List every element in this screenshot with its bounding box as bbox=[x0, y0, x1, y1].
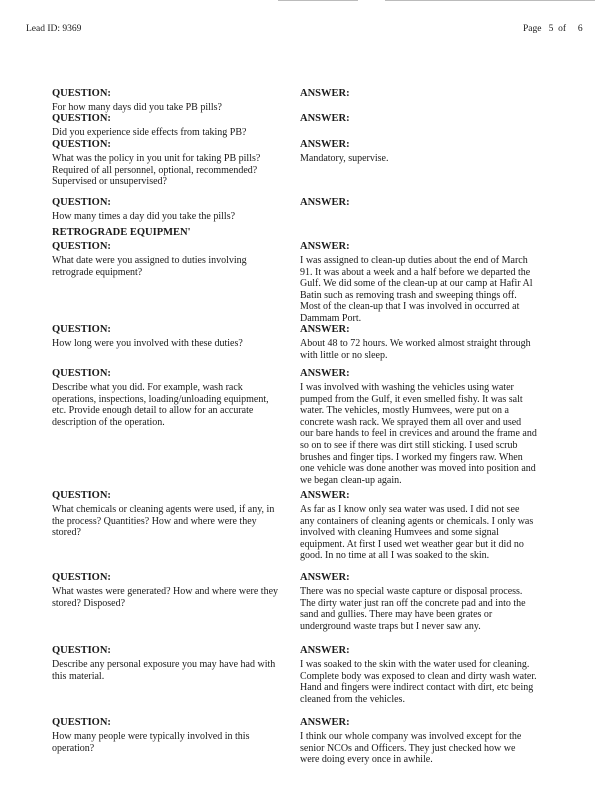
answer-block bbox=[300, 197, 600, 211]
answer-block bbox=[300, 139, 600, 165]
answer-text-line: with little or no sleep. bbox=[300, 349, 388, 361]
answer-text-line: concrete wash rack. We sprayed them all over and used bbox=[300, 416, 522, 428]
question-label: QUESTION: bbox=[52, 113, 111, 124]
question-text-line: What was the policy in you unit for taking PB pills? bbox=[52, 153, 261, 164]
question-text-line: etc. Provide enough detail to allow for an accurate bbox=[52, 405, 254, 417]
answer-text-line: pumped from the Gulf, it even smelled fishy. It was salt bbox=[300, 393, 523, 405]
answer-text-line: sand and gullies. There may have been grates or bbox=[300, 609, 493, 621]
question-text-line: operation? bbox=[52, 742, 95, 754]
question-text-line: What date were you assigned to duties involving bbox=[52, 255, 247, 266]
answer-text-line: our bare hands to feel in crevices and around the frame and bbox=[300, 428, 537, 440]
answer-text-line: 91. It was about a week and a half before we departed the bbox=[300, 266, 531, 278]
page-number: Page 5 of 6 bbox=[523, 24, 583, 34]
answer-label: ANSWER: bbox=[300, 88, 350, 99]
answer-text-line: I think our whole company was involved except for the bbox=[300, 731, 522, 742]
answer-block bbox=[300, 645, 600, 705]
answer-text-line: were doing every once in awhile. bbox=[300, 754, 433, 766]
question-block bbox=[52, 368, 292, 428]
answer-text-line: equipment. At first I used wet weather gear but it did no bbox=[300, 538, 524, 550]
answer-text-line: water. The vehicles, mostly Humvees, were put on a bbox=[300, 405, 509, 417]
answer-text-line: Gulf. We did some of the clean-up at our camp at Hafir Al bbox=[300, 278, 533, 290]
question-label: QUESTION: bbox=[52, 368, 111, 379]
question-label: QUESTION: bbox=[52, 197, 111, 208]
answer-text-line: involved with cleaning Humvees and some signal bbox=[300, 527, 499, 539]
answer-block bbox=[300, 572, 600, 632]
question-block bbox=[52, 645, 292, 682]
question-label: QUESTION: bbox=[52, 139, 111, 150]
answer-text-line: The dirty water just ran off the concrete pad and into the bbox=[300, 597, 526, 609]
question-text-line: stored? Disposed? bbox=[52, 597, 126, 609]
question-text-line: For how many days did you take PB pills? bbox=[52, 102, 222, 113]
answer-text-line: Complete body was exposed to clean and dirty wash water. bbox=[300, 670, 537, 682]
question-text-line: How many people were typically involved in this bbox=[52, 731, 250, 742]
answer-label: ANSWER: bbox=[300, 717, 350, 728]
answer-label: ANSWER: bbox=[300, 572, 350, 583]
question-text-line: stored? bbox=[52, 527, 81, 539]
question-text-line: the process? Quantities? How and where were they bbox=[52, 515, 257, 527]
answer-text-line: Most of the clean-up that I was involved in occurred at bbox=[300, 301, 520, 313]
answer-text-line: There was no special waste capture or disposal process. bbox=[300, 586, 523, 597]
answer-text-line: Batin such as removing trash and sweeping things off. bbox=[300, 289, 517, 301]
question-label: QUESTION: bbox=[52, 324, 111, 335]
question-label: QUESTION: bbox=[52, 572, 111, 583]
answer-label: ANSWER: bbox=[300, 324, 350, 335]
question-block bbox=[52, 490, 292, 539]
answer-block bbox=[300, 368, 600, 486]
question-label: QUESTION: bbox=[52, 88, 111, 99]
question-text-line: Describe any personal exposure you may have had with bbox=[52, 659, 276, 670]
question-text-line: this material. bbox=[52, 670, 105, 682]
question-block bbox=[52, 572, 292, 609]
answer-label: ANSWER: bbox=[300, 139, 350, 150]
answer-text-line: Dammam Port. bbox=[300, 312, 362, 324]
answer-text-line: we began clean-up again. bbox=[300, 474, 402, 486]
answer-label: ANSWER: bbox=[300, 113, 350, 124]
scan-artifact bbox=[385, 0, 595, 1]
question-block bbox=[52, 139, 292, 188]
answer-text-line: one vehicle was done another was moved into position and bbox=[300, 463, 536, 475]
answer-text-line: Hand and fingers were indirect contact with dirt, etc being bbox=[300, 682, 534, 694]
question-label: QUESTION: bbox=[52, 490, 111, 501]
question-block bbox=[52, 113, 292, 139]
answer-label: ANSWER: bbox=[300, 241, 350, 252]
answer-block bbox=[300, 324, 600, 361]
question-text-line: Supervised or unsupervised? bbox=[52, 176, 167, 188]
question-block bbox=[52, 324, 292, 350]
question-block bbox=[52, 717, 292, 754]
answer-text-line: I was soaked to the skin with the water used for cleaning. bbox=[300, 659, 530, 670]
answer-text-line: senior NCOs and Officers. They just checked how we bbox=[300, 742, 516, 754]
question-text-line: Did you experience side effects from taking PB? bbox=[52, 127, 247, 138]
answer-text-line: underground waste traps but I never saw any. bbox=[300, 620, 481, 632]
lead-id: Lead ID: 9369 bbox=[26, 24, 82, 34]
question-label: QUESTION: bbox=[52, 645, 111, 656]
question-label: QUESTION: bbox=[52, 241, 111, 252]
answer-text-line: good. In no time at all I was soaked to the skin. bbox=[300, 550, 490, 562]
answer-block bbox=[300, 88, 600, 102]
answer-label: ANSWER: bbox=[300, 645, 350, 656]
answer-text-line: cleaned from the vehicles. bbox=[300, 693, 405, 705]
answer-block bbox=[300, 113, 600, 127]
question-text-line: How long were you involved with these duties? bbox=[52, 338, 243, 349]
answer-text-line: As far as I know only sea water was used. I did not see bbox=[300, 504, 520, 515]
answer-label: ANSWER: bbox=[300, 368, 350, 379]
question-text-line: Describe what you did. For example, wash rack bbox=[52, 382, 243, 393]
answer-block bbox=[300, 241, 600, 325]
question-text-line: retrograde equipment? bbox=[52, 266, 143, 278]
answer-text-line: I was assigned to clean-up duties about the end of March bbox=[300, 255, 528, 266]
answer-label: ANSWER: bbox=[300, 197, 350, 208]
question-label: QUESTION: bbox=[52, 717, 111, 728]
answer-block bbox=[300, 490, 600, 562]
question-block bbox=[52, 197, 292, 223]
question-text-line: description of the operation. bbox=[52, 416, 165, 428]
question-text-line: operations, inspections, loading/unloading equipment, bbox=[52, 393, 269, 405]
question-block bbox=[52, 241, 292, 278]
answer-text-line: brushes and finger tips. I worked my fingers raw. When bbox=[300, 451, 523, 463]
answer-text-line: so on to see if there was dirt still sticking. I used scrub bbox=[300, 439, 518, 451]
answer-text-line: I was involved with washing the vehicles using water bbox=[300, 382, 514, 393]
section-heading: RETROGRADE EQUIPMEN' bbox=[52, 227, 191, 238]
question-text-line: How many times a day did you take the pills? bbox=[52, 211, 236, 222]
question-block bbox=[52, 88, 292, 114]
scan-artifact bbox=[278, 0, 358, 1]
question-text-line: What chemicals or cleaning agents were used, if any, in bbox=[52, 504, 275, 515]
answer-text-line: any containers of cleaning agents or chemicals. I only was bbox=[300, 515, 534, 527]
question-text-line: Required of all personnel, optional, recommended? bbox=[52, 164, 258, 176]
question-text-line: What wastes were generated? How and where were they bbox=[52, 586, 279, 597]
answer-text-line: About 48 to 72 hours. We worked almost straight through bbox=[300, 338, 531, 349]
answer-label: ANSWER: bbox=[300, 490, 350, 501]
answer-text-line: Mandatory, supervise. bbox=[300, 153, 389, 164]
answer-block bbox=[300, 717, 600, 766]
